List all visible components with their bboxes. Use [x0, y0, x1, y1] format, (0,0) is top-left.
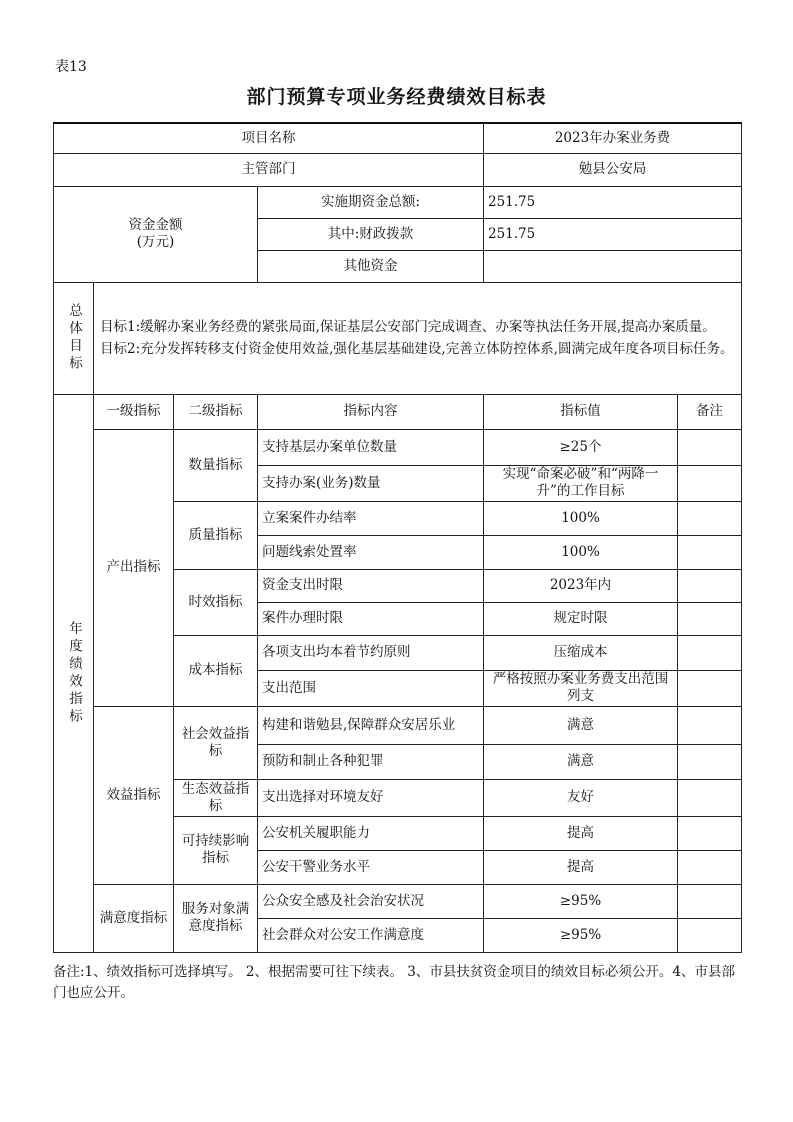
goals-text	[94, 282, 742, 394]
row-content: 案件办理时限	[258, 602, 484, 635]
fiscal-funds-value: 251.75	[484, 218, 742, 250]
header-content: 指标内容	[258, 394, 484, 429]
row-content: 预防和制止各种犯罪	[258, 744, 484, 779]
row-remark	[678, 535, 742, 569]
annual-indicators-text: 年度绩效指标	[66, 620, 82, 726]
project-name-value: 2023年办案业务费	[484, 123, 742, 153]
row-remark	[678, 429, 742, 465]
row-value: 严格按照办案业务费支出范围列支	[484, 670, 678, 706]
row-remark	[678, 670, 742, 706]
funds-label-line2: (万元)	[136, 234, 175, 250]
cost-indicator: 成本指标	[174, 635, 258, 706]
row-value: 2023年内	[484, 569, 678, 602]
page-title: 部门预算专项业务经费绩效目标表	[246, 86, 547, 108]
row-value: 实现“命案必破”和“两降一升”的工作目标	[484, 465, 678, 501]
header-level1: 一级指标	[94, 394, 174, 429]
header-value: 指标值	[484, 394, 678, 429]
row-content: 支持基层办案单位数量	[258, 429, 484, 465]
row-remark	[678, 918, 742, 952]
sustainable-impact-indicator: 可持续影响指标	[174, 816, 258, 884]
row-value: 提高	[484, 816, 678, 850]
row-remark	[678, 569, 742, 602]
other-funds-label: 其他资金	[258, 250, 484, 282]
service-satisfaction-indicator: 服务对象满意度指标	[174, 884, 258, 952]
quantity-indicator: 数量指标	[174, 429, 258, 501]
row-content: 支出范围	[258, 670, 484, 706]
row-remark	[678, 602, 742, 635]
row-remark	[678, 501, 742, 535]
dept-value: 勉县公安局	[484, 153, 742, 186]
row-remark	[678, 816, 742, 850]
row-value: ≥95%	[484, 918, 678, 952]
row-remark	[678, 744, 742, 779]
row-value: ≥95%	[484, 884, 678, 918]
goal-2: 目标2:充分发挥转移支付资金使用效益,强化基层基础建设,完善立体防控体系,圆满完成年度各项目标任务。	[100, 341, 734, 357]
row-content: 问题线索处置率	[258, 535, 484, 569]
annual-indicators-label	[54, 394, 94, 952]
output-indicator: 产出指标	[94, 429, 174, 706]
row-value: 100%	[484, 501, 678, 535]
row-content: 各项支出均本着节约原则	[258, 635, 484, 670]
funds-label	[54, 186, 258, 282]
table-number: 表13	[55, 59, 87, 75]
row-remark	[678, 779, 742, 816]
row-value: 友好	[484, 779, 678, 816]
row-content: 社会群众对公安工作满意度	[258, 918, 484, 952]
total-funds-value: 251.75	[484, 186, 742, 218]
goal-1: 目标1:缓解办案业务经费的紧张局面,保证基层公安部门完成调查、办案等执法任务开展,提高办案质量。	[100, 319, 716, 335]
header-remark: 备注	[678, 394, 742, 429]
fiscal-funds-label: 其中:财政拨款	[258, 218, 484, 250]
dept-label: 主管部门	[54, 153, 484, 186]
other-funds-value	[484, 250, 742, 282]
goals-label-text: 总体目标	[66, 303, 82, 373]
row-content: 资金支出时限	[258, 569, 484, 602]
row-value: 100%	[484, 535, 678, 569]
footer-note: 备注:1、绩效指标可选择填写。 2、根据需要可往下续表。 3、市县扶贫资金项目的绩效目标必须公开。4、市县部门也应公开。	[53, 964, 735, 1001]
row-value: 压缩成本	[484, 635, 678, 670]
social-benefit-indicator: 社会效益指标	[174, 706, 258, 779]
goals-label	[54, 282, 94, 394]
row-content: 支持办案(业务)数量	[258, 465, 484, 501]
funds-label-line1: 资金金额	[128, 217, 183, 233]
performance-table	[53, 122, 742, 953]
row-value: 满意	[484, 706, 678, 744]
row-remark	[678, 465, 742, 501]
row-remark	[678, 706, 742, 744]
row-content: 支出选择对环境友好	[258, 779, 484, 816]
satisfaction-indicator: 满意度指标	[94, 884, 174, 952]
row-content: 立案案件办结率	[258, 501, 484, 535]
quality-indicator: 质量指标	[174, 501, 258, 569]
row-value: ≥25个	[484, 429, 678, 465]
row-content: 公安干警业务水平	[258, 850, 484, 884]
row-value: 满意	[484, 744, 678, 779]
project-name-label: 项目名称	[54, 123, 484, 153]
row-value: 提高	[484, 850, 678, 884]
benefit-indicator: 效益指标	[94, 706, 174, 884]
row-remark	[678, 850, 742, 884]
timeliness-indicator: 时效指标	[174, 569, 258, 635]
row-remark	[678, 884, 742, 918]
row-content: 构建和谐勉县,保障群众安居乐业	[258, 706, 484, 744]
ecological-benefit-indicator: 生态效益指标	[174, 779, 258, 816]
row-content: 公众安全感及社会治安状况	[258, 884, 484, 918]
row-value: 规定时限	[484, 602, 678, 635]
row-remark	[678, 635, 742, 670]
row-content: 公安机关履职能力	[258, 816, 484, 850]
total-funds-label: 实施期资金总额:	[258, 186, 484, 218]
header-level2: 二级指标	[174, 394, 258, 429]
